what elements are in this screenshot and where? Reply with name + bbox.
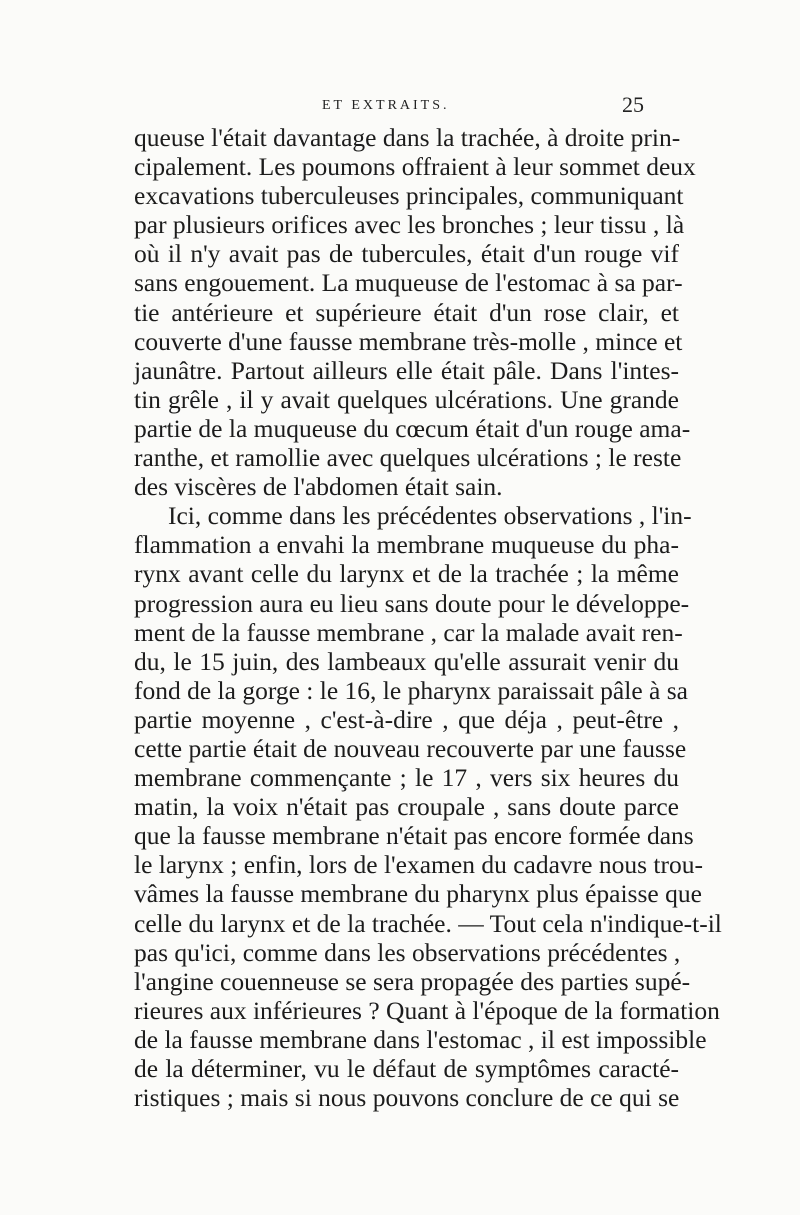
text-line: partie de la muqueuse du cœcum était d'un rouge ama- — [134, 413, 691, 443]
text-line: jaunâtre. Partout ailleurs elle était pâle. Dans l'intes- — [134, 355, 679, 385]
text-line: de la déterminer, vu le défaut de symptômes caracté- — [134, 1054, 679, 1083]
text-line: rynx avant celle du larynx et de la trachée ; la même — [134, 559, 679, 589]
text-line: pas qu'ici, comme dans les observations précédentes , — [134, 937, 681, 967]
text-line: ment de la fausse membrane , car la malade avait ren- — [134, 617, 683, 647]
text-line: partie moyenne , c'est-à-dire , que déja , peut-être , — [134, 704, 679, 734]
text-line: celle du larynx et de la trachée. — Tout cela n'indique-t-il — [134, 908, 722, 938]
text-line: ristiques ; mais si nous pouvons conclure de ce qui se — [134, 1083, 680, 1113]
text-line: progression aura eu lieu sans doute pour le développe- — [134, 588, 690, 618]
text-line: où il n'y avait pas de tubercules, était d'un rouge vif — [134, 239, 679, 269]
paragraph-start-line: Ici, comme dans les précédentes observations , l'in- — [168, 501, 692, 531]
text-line: par plusieurs orifices avec les bronches ; leur tissu , là — [134, 210, 685, 240]
text-line: l'angine couenneuse se sera propagée des parties supé- — [134, 966, 691, 996]
text-line: tin grêle , il y avait quelques ulcérations. Une grande — [134, 384, 679, 414]
text-line: du, le 15 juin, des lambeaux qu'elle assurait venir du — [134, 646, 679, 676]
text-line: tie antérieure et supérieure était d'un rose clair, et — [134, 297, 679, 327]
body-text — [134, 123, 722, 1113]
text-line: membrane commençante ; le 17 , vers six heures du — [134, 763, 679, 793]
text-line: sans engouement. La muqueuse de l'estomac à sa par- — [134, 268, 683, 298]
text-line: le larynx ; enfin, lors de l'examen du cadavre nous trou- — [134, 850, 703, 880]
text-line: fond de la gorge : le 16, le pharynx paraissait pâle à sa — [134, 675, 688, 705]
text-line: queuse l'était davantage dans la trachée, à droite prin- — [134, 123, 681, 152]
text-line: que la fausse membrane n'était pas encore formée dans — [134, 821, 694, 851]
text-line: vâmes la fausse membrane du pharynx plus épaisse que — [134, 879, 702, 909]
text-line: de la fausse membrane dans l'estomac , il est impossible — [134, 1024, 707, 1054]
text-line: flammation a envahi la membrane muqueuse du pha- — [134, 530, 679, 560]
text-line: couverte d'une fausse membrane très-molle , mince et — [134, 326, 683, 356]
paragraph-end-line: des viscères de l'abdomen était sain. — [134, 472, 503, 502]
text-line: ranthe, et ramollie avec quelques ulcérations ; le reste — [134, 443, 682, 473]
text-line: excavations tuberculeuses principales, communiquant — [134, 181, 684, 211]
text-line: cette partie était de nouveau recouverte par une fausse — [134, 733, 687, 763]
text-line: rieures aux inférieures ? Quant à l'époque de la formation — [134, 995, 720, 1025]
text-line: matin, la voix n'était pas croupale , sans doute parce — [134, 792, 679, 822]
running-head: ET EXTRAITS. — [322, 98, 450, 113]
page-number: 25 — [622, 92, 644, 117]
text-line: cipalement. Les poumons offraient à leur sommet deux — [134, 152, 696, 182]
